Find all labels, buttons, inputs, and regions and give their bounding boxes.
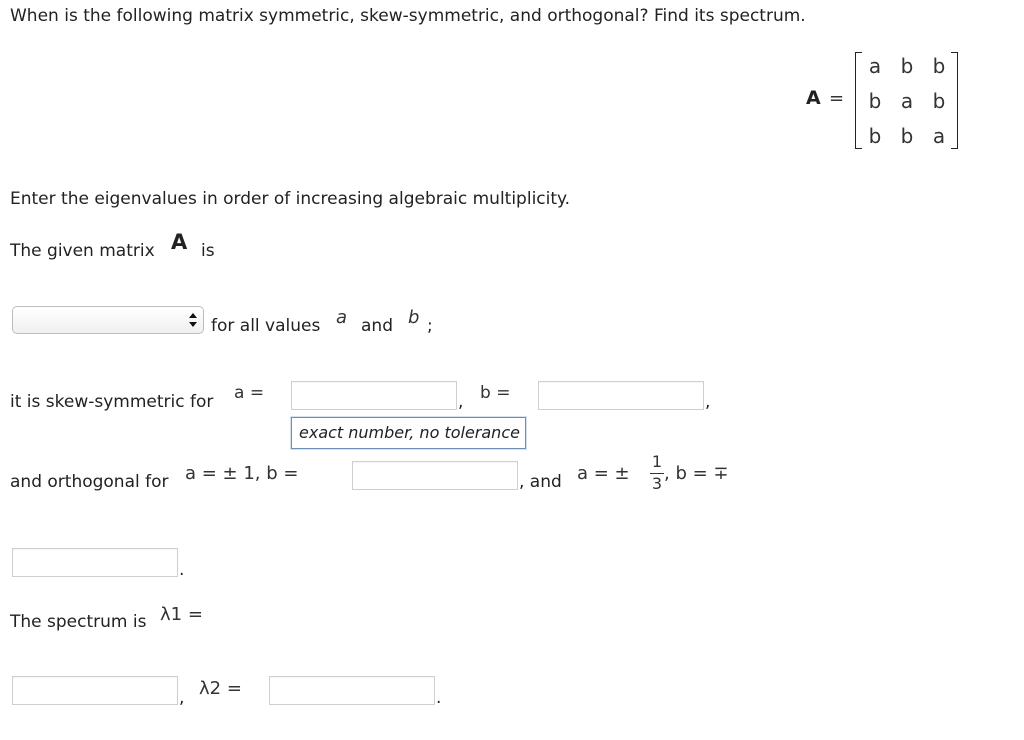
orthogonal-cond2-suffix: , b = ∓: [664, 463, 729, 484]
symmetric-select[interactable]: [12, 306, 204, 334]
comma: ,: [705, 392, 711, 412]
matrix-cell: b: [932, 54, 946, 78]
matrix-cell: b: [900, 54, 914, 78]
lambda2-label: λ2 =: [199, 678, 242, 699]
comma: ,: [458, 392, 464, 412]
and-text: , and: [519, 472, 562, 492]
matrix-left-bracket: [855, 52, 862, 149]
matrix-cell: b: [868, 124, 882, 148]
skew-b-input[interactable]: [538, 381, 704, 410]
fraction-denominator: 3: [651, 474, 663, 493]
orthogonal-b-input[interactable]: [352, 461, 518, 490]
fraction-numerator: 1: [651, 452, 663, 471]
skew-b-eq: b =: [480, 383, 511, 403]
orthogonal-cond2-prefix: a = ±: [577, 463, 630, 484]
var-b: b: [408, 307, 420, 328]
period: .: [436, 688, 442, 708]
updown-arrows-icon: [189, 311, 197, 329]
comma: ,: [179, 688, 185, 708]
matrix-cell: b: [868, 89, 882, 113]
given-prefix: The given matrix: [10, 241, 155, 261]
orthogonal-last-input[interactable]: [12, 548, 178, 577]
matrix-cell: b: [900, 124, 914, 148]
given-symbol: A: [171, 230, 188, 254]
matrix-cell: b: [932, 89, 946, 113]
matrix-cell: a: [900, 89, 914, 113]
matrix-right-bracket: [951, 52, 958, 149]
period: .: [179, 560, 185, 580]
lambda1-label: λ1 =: [160, 604, 203, 625]
skew-a-input[interactable]: [291, 381, 457, 410]
question-text: When is the following matrix symmetric, skew-symmetric, and orthogonal? Find its spectrum.: [10, 6, 806, 26]
orthogonal-text: and orthogonal for: [10, 472, 169, 492]
and-text: and: [361, 316, 393, 336]
matrix-cell: a: [868, 54, 882, 78]
skew-a-eq: a =: [234, 383, 265, 403]
instruction-text: Enter the eigenvalues in order of increasing algebraic multiplicity.: [10, 189, 571, 209]
lambda1-input[interactable]: [12, 676, 178, 705]
input-hint-tooltip: exact number, no tolerance: [291, 417, 526, 449]
orthogonal-cond1: a = ± 1, b =: [185, 463, 299, 484]
lambda2-input[interactable]: [269, 676, 435, 705]
semicolon: ;: [427, 316, 433, 336]
spectrum-text: The spectrum is: [10, 612, 147, 632]
matrix-label: A: [806, 87, 821, 109]
skew-text: it is skew-symmetric for: [10, 392, 214, 412]
symmetric-text: for all values: [211, 316, 321, 336]
matrix-cell: a: [932, 124, 946, 148]
var-a: a: [336, 307, 348, 328]
given-suffix: is: [201, 241, 215, 261]
matrix-equals: =: [829, 88, 845, 109]
